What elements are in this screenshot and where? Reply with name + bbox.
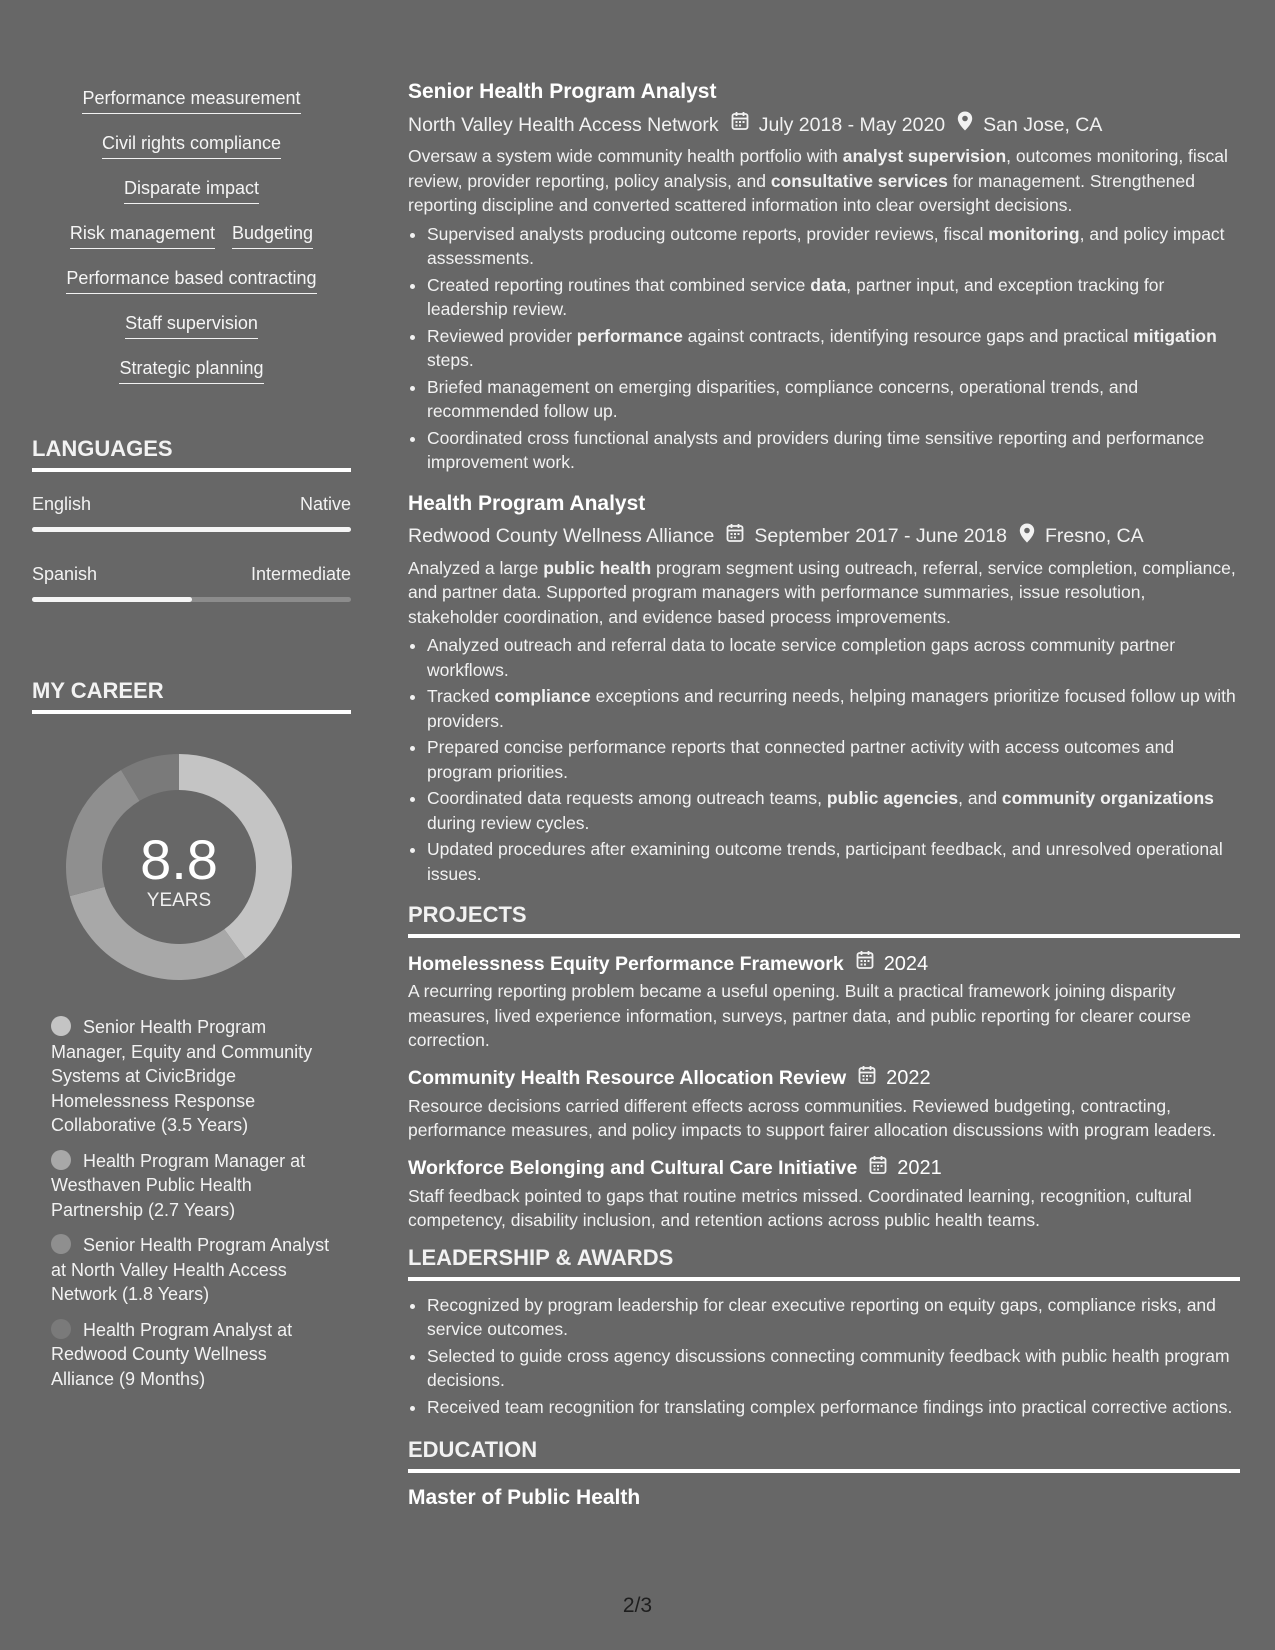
- project-entry: [408, 1155, 1240, 1233]
- bold-text: consultative services: [770, 170, 948, 191]
- legend-dot: [51, 1150, 71, 1170]
- project-year: 2022: [886, 1067, 931, 1089]
- project-name: Community Health Resource Allocation Review: [408, 1067, 847, 1089]
- text-run: Updated procedures after examining outcome trends, participant feedback, and unresolved operational issues.: [427, 839, 1223, 884]
- education-degree: Master of Public Health: [408, 1486, 641, 1509]
- job-entry: [408, 79, 1240, 475]
- skill-row: [32, 133, 351, 159]
- job-dates: September 2017 - June 2018: [754, 525, 1008, 547]
- skill-tag: Civil rights compliance: [102, 133, 281, 159]
- text-run: Created reporting routines that combined service: [427, 274, 811, 295]
- skill-tag: Disparate impact: [124, 178, 259, 204]
- projects-section: [408, 902, 1240, 1233]
- job-meta: [408, 111, 1240, 138]
- skill-tag: Strategic planning: [119, 358, 263, 384]
- legend-dot: [51, 1234, 71, 1254]
- job-bullet: [427, 786, 1240, 835]
- text-run: exceptions and recurring needs, helping managers prioritize focused follow up with providers.: [427, 686, 1236, 731]
- career-list: [51, 1015, 331, 1402]
- legend-dot: [51, 1319, 71, 1339]
- language-bar: [32, 597, 351, 602]
- career-item: [51, 1149, 331, 1223]
- leadership-heading: LEADERSHIP & AWARDS: [408, 1245, 1240, 1281]
- language-bar-fill: [32, 597, 192, 602]
- job-summary: [408, 556, 1240, 630]
- text-run: , partner input, and exception tracking for leadership review.: [427, 274, 1165, 319]
- skill-row: [32, 358, 351, 384]
- projects-list: [408, 950, 1240, 1233]
- language-spanish: [32, 564, 351, 602]
- bold-text: public agencies: [826, 788, 959, 808]
- career-total-years: 8.8: [140, 828, 218, 891]
- text-run: against contracts, identifying resource gaps and practical: [682, 325, 1134, 346]
- text-run: steps.: [427, 350, 474, 370]
- job-organization: North Valley Health Access Network: [408, 113, 719, 136]
- career-item: [51, 1015, 331, 1138]
- career-item: [51, 1233, 331, 1307]
- job-bullet: [427, 735, 1240, 784]
- job-bullet: [427, 426, 1240, 475]
- project-entry: [408, 950, 1240, 1053]
- text-run: program segment using outreach, referral, service completion, compliance, and partner data. Supported program managers with performance summaries, issue resolution, stakeholder coordination, and evidence based process improvements.: [408, 557, 1236, 627]
- experience-list: [408, 0, 1240, 886]
- skill-row: [32, 88, 351, 114]
- job-meta: [408, 523, 1240, 550]
- skill-tag: Performance based contracting: [66, 268, 316, 294]
- skill-row: [32, 313, 351, 339]
- skill-tag: Budgeting: [232, 223, 313, 249]
- job-title: Senior Health Program Analyst: [408, 80, 717, 103]
- calendar-icon: [731, 111, 749, 138]
- text-run: Analyzed a large: [408, 557, 544, 578]
- job-entry: [408, 491, 1240, 887]
- education-heading: EDUCATION: [408, 1437, 1240, 1473]
- calendar-icon: [858, 1065, 876, 1092]
- job-bullet: [427, 633, 1240, 682]
- skill-tag: Performance measurement: [82, 88, 300, 114]
- job-location: Fresno, CA: [1045, 525, 1144, 547]
- job-bullet: [427, 273, 1240, 322]
- career-item-text: Health Program Manager at Westhaven Public Health Partnership (2.7 Years): [51, 1150, 306, 1220]
- education-section: [408, 1437, 1240, 1511]
- award-item: • Received team recognition for translating complex performance findings into practical corrective actions.: [427, 1395, 1240, 1420]
- career-heading: MY CAREER: [32, 678, 351, 714]
- bold-text: monitoring: [988, 223, 1080, 244]
- right-column: [408, 0, 1240, 1511]
- project-description: Resource decisions carried different effects across communities. Reviewed budgeting, contracting, performance measures, and policy impacts to support fairer allocation discussions with program leaders.: [408, 1095, 1217, 1140]
- page-number: 2/3: [622, 1594, 653, 1617]
- job-title: Health Program Analyst: [408, 491, 646, 515]
- text-run: Coordinated data requests among outreach teams,: [427, 788, 827, 808]
- leadership-list: [408, 1293, 1240, 1420]
- language-name: English: [32, 494, 92, 514]
- career-item-text: Senior Health Program Analyst at North Valley Health Access Network (1.8 Years): [51, 1235, 330, 1304]
- bold-text: data: [810, 274, 847, 295]
- location-pin-icon: [957, 111, 973, 138]
- bold-text: analyst supervision: [842, 146, 1007, 166]
- job-organization: Redwood County Wellness Alliance: [408, 525, 715, 547]
- text-run: , and policy impact assessments.: [427, 223, 1225, 268]
- job-summary: [408, 144, 1240, 218]
- job-bullet: [427, 324, 1240, 373]
- career-item-text: Senior Health Program Manager, Equity and Community Systems at CivicBridge Homelessness Response Collaborative (3.5 Years): [51, 1017, 313, 1135]
- skill-tag: Staff supervision: [125, 313, 258, 339]
- languages-heading: LANGUAGES: [32, 436, 351, 472]
- bold-text: performance: [576, 325, 683, 346]
- project-year: 2021: [897, 1157, 942, 1179]
- text-run: Briefed management on emerging disparities, compliance concerns, operational trends, and recommended follow up.: [427, 376, 1139, 421]
- project-name: Homelessness Equity Performance Framework: [408, 952, 844, 975]
- job-bullet: [427, 375, 1240, 424]
- project-header: [408, 1155, 1240, 1182]
- skill-row: [32, 223, 351, 249]
- bold-text: community organizations: [1001, 788, 1214, 808]
- text-run: Coordinated cross functional analysts and providers during time sensitive reporting and performance improvement work.: [427, 427, 1205, 472]
- project-header: [408, 1065, 1240, 1092]
- job-location: San Jose, CA: [983, 113, 1103, 136]
- text-run: during review cycles.: [427, 812, 590, 833]
- project-year: 2024: [883, 952, 929, 975]
- language-english: [32, 494, 351, 532]
- project-description: Staff feedback pointed to gaps that routine metrics missed. Coordinated learning, recognition, cultural competency, disability inclusion, and retention actions across public health teams.: [408, 1185, 1192, 1230]
- language-bar-fill: [32, 527, 351, 532]
- job-bullet: [427, 222, 1240, 271]
- calendar-icon: [856, 950, 874, 977]
- language-name: Spanish: [32, 564, 98, 584]
- job-dates: July 2018 - May 2020: [758, 113, 946, 136]
- text-run: , and: [958, 788, 1002, 808]
- bold-text: mitigation: [1133, 325, 1217, 346]
- language-level: Intermediate: [250, 564, 351, 584]
- job-bullet: [427, 837, 1240, 886]
- text-run: Analyzed outreach and referral data to locate service completion gaps across community partner workflows.: [427, 635, 1176, 680]
- calendar-icon: [726, 523, 744, 550]
- legend-dot: [51, 1016, 71, 1036]
- skill-row: [32, 178, 351, 204]
- text-run: Reviewed provider: [427, 325, 577, 346]
- project-entry: [408, 1065, 1240, 1143]
- text-run: , outcomes monitoring, fiscal review, provider reporting, policy analysis, and: [408, 146, 1228, 191]
- project-description: A recurring reporting problem became a useful opening. Built a practical framework joining disparity measures, lived experience information, surveys, partner data, and public reporting for clearer course correction.: [408, 981, 1192, 1050]
- text-run: Prepared concise performance reports that connected partner activity with access outcomes and program priorities.: [427, 737, 1175, 782]
- languages-section: [32, 436, 351, 472]
- leadership-section: [408, 1245, 1240, 1420]
- text-run: Oversaw a system wide community health portfolio with: [408, 146, 843, 166]
- calendar-icon: [869, 1155, 887, 1182]
- left-column: [32, 0, 351, 1389]
- text-run: Tracked: [427, 686, 495, 706]
- text-run: for management. Strengthened reporting discipline and converted scattered information into clear oversight decisions.: [408, 170, 1195, 215]
- career-years-label: YEARS: [146, 890, 212, 911]
- job-bullets: [408, 633, 1240, 886]
- job-bullet: [427, 684, 1240, 733]
- project-header: [408, 950, 1240, 977]
- career-section: [32, 678, 351, 714]
- skills-list: [32, 0, 351, 384]
- career-item-text: Health Program Analyst at Redwood County Wellness Alliance (9 Months): [51, 1319, 293, 1389]
- bold-text: public health: [543, 557, 652, 578]
- location-pin-icon: [1019, 523, 1035, 550]
- award-item: • Selected to guide cross agency discussions connecting community feedback with public health program decisions.: [427, 1344, 1240, 1393]
- skill-row: [32, 268, 351, 294]
- job-bullets: [408, 222, 1240, 475]
- projects-heading: PROJECTS: [408, 902, 1240, 938]
- award-item: • Recognized by program leadership for clear executive reporting on equity gaps, compliance risks, and service outcomes.: [427, 1293, 1240, 1342]
- project-name: Workforce Belonging and Cultural Care Initiative: [408, 1157, 858, 1179]
- language-bar: [32, 527, 351, 532]
- career-item: [51, 1318, 331, 1392]
- language-level: Native: [299, 494, 351, 514]
- donut-center: [66, 754, 292, 980]
- skill-tag: Risk management: [70, 223, 215, 249]
- text-run: Supervised analysts producing outcome reports, provider reviews, fiscal: [427, 223, 989, 244]
- bold-text: compliance: [494, 686, 591, 706]
